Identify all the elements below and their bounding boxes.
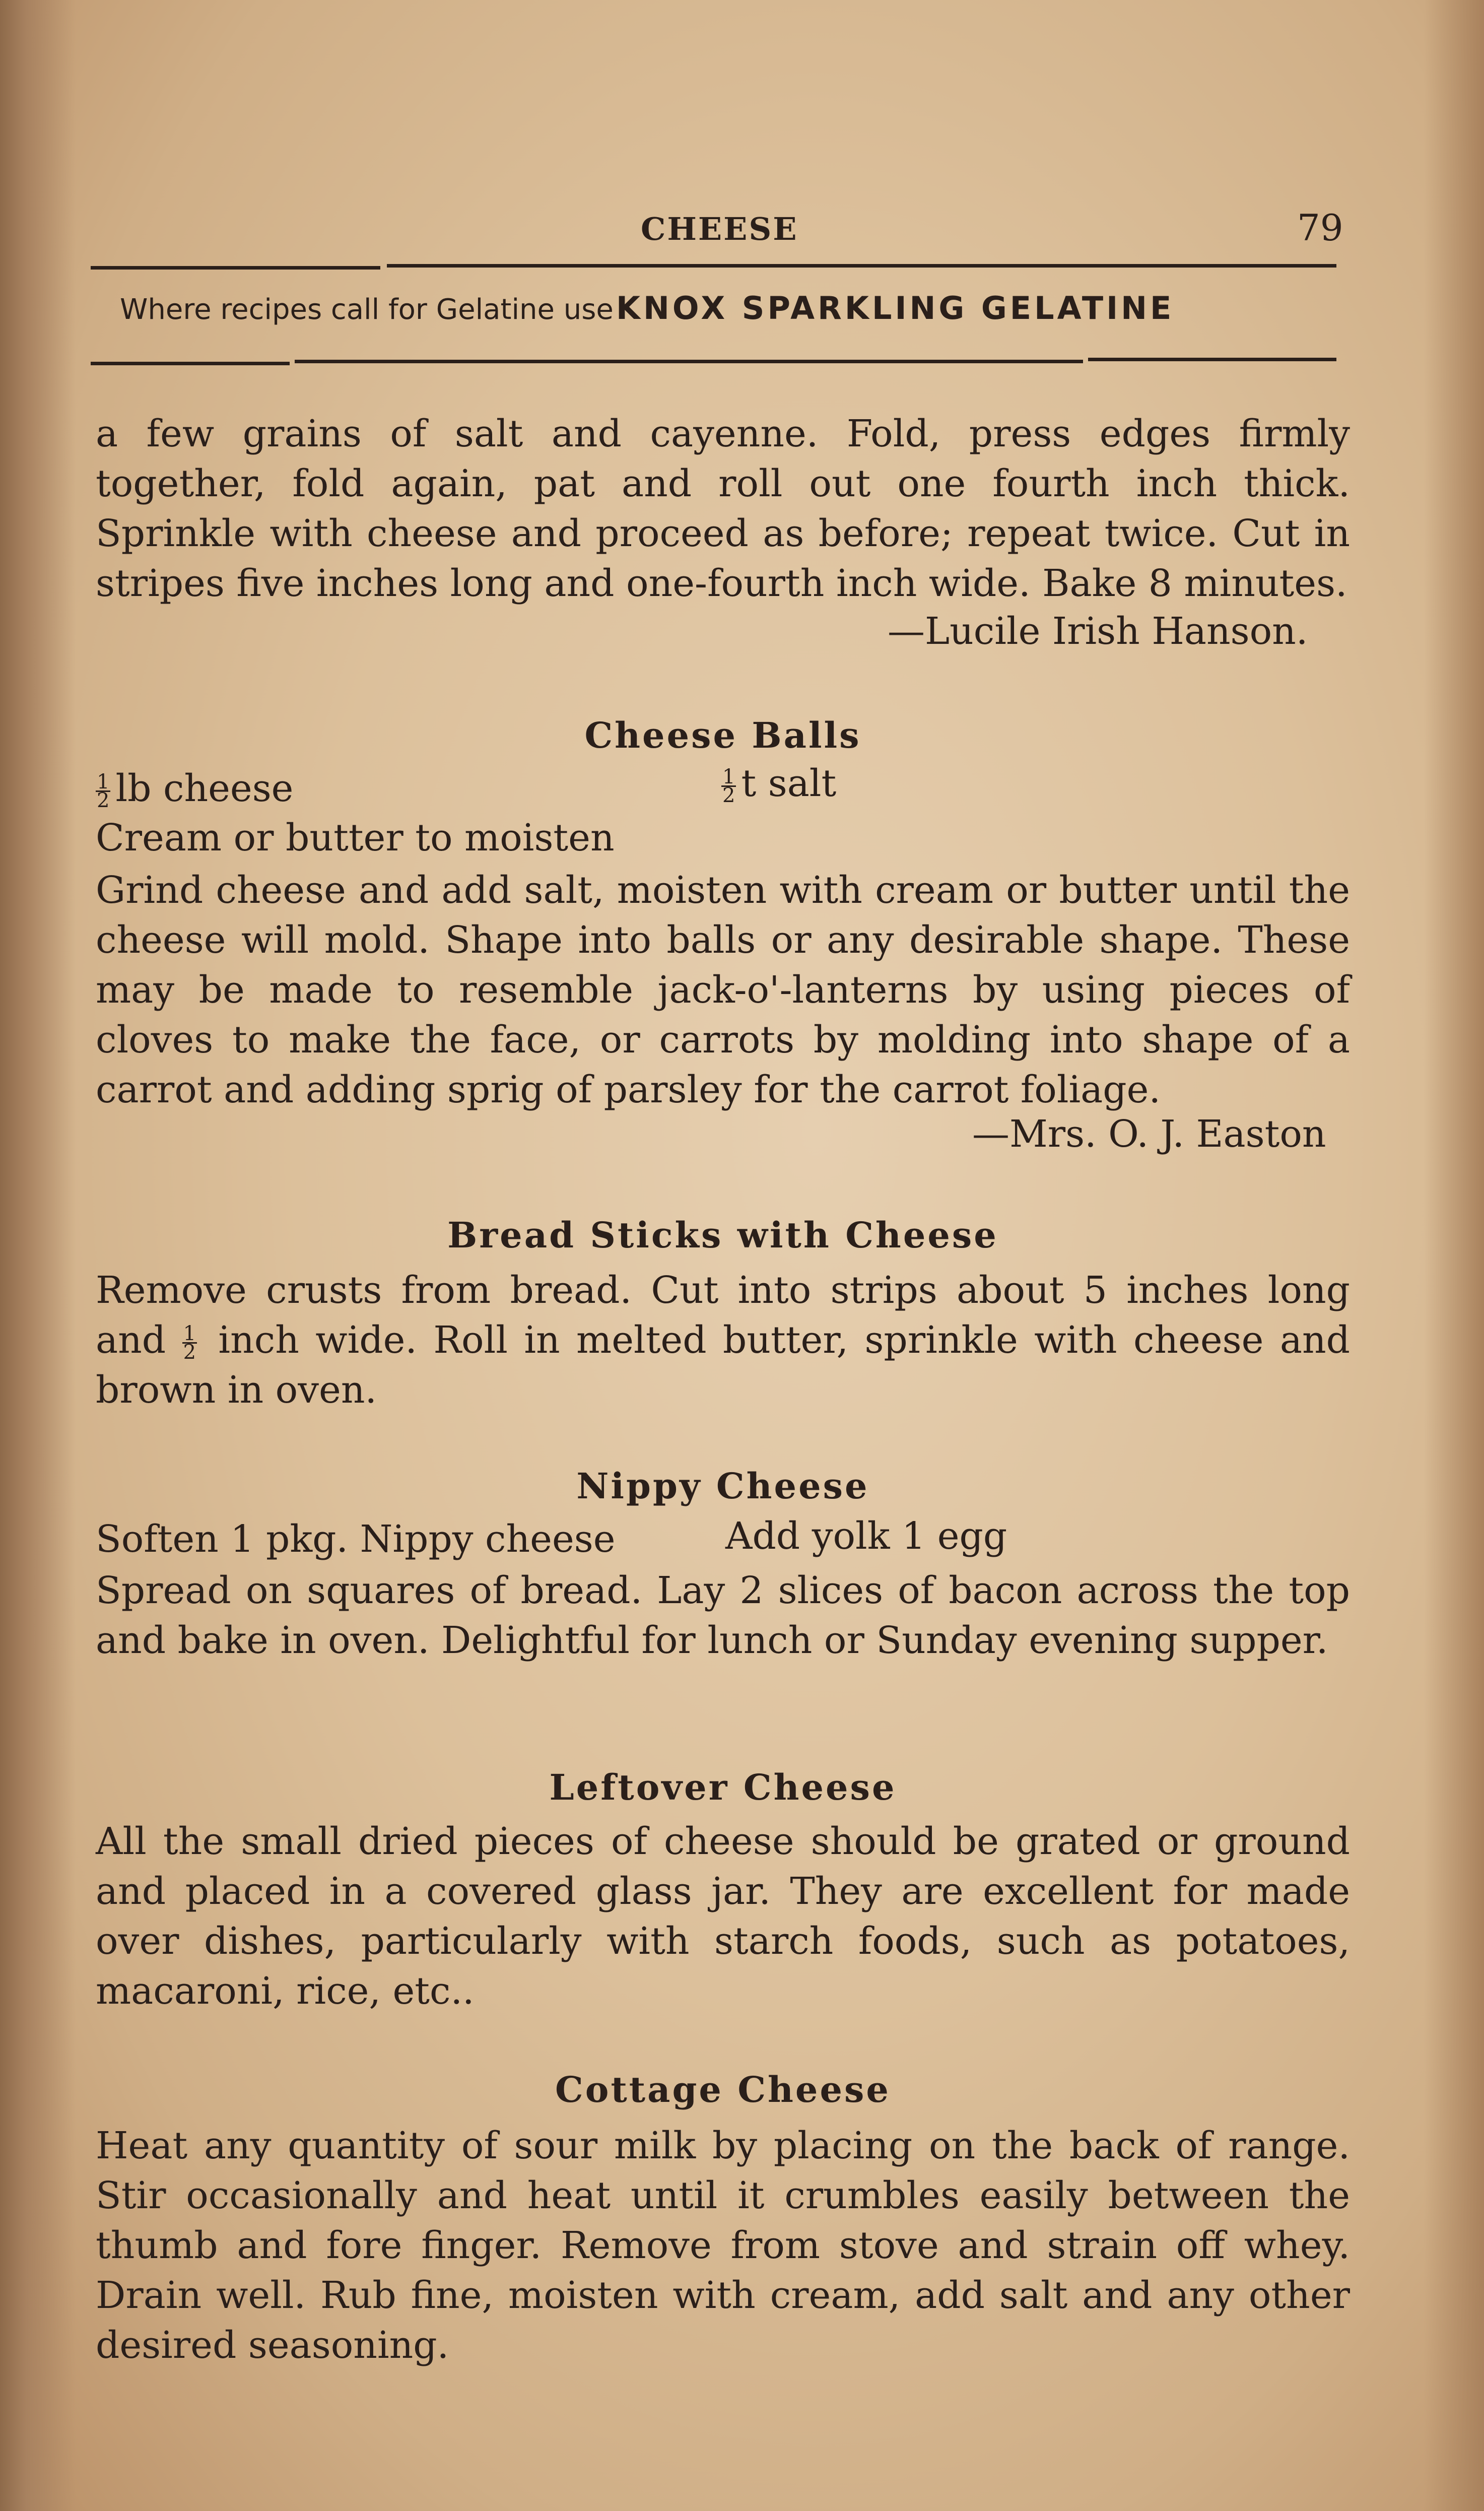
recipe-title-cottage-cheese: Cottage Cheese — [555, 2069, 891, 2110]
cheese-balls-directions: Grind cheese and add salt, moisten with cream or butter until the cheese will mold. Shape into balls or any desirable shape. These may be made to resemble jack-o'-lanterns by using pieces of cloves to make the face, or carrots by molding into shape of a carrot and adding sprig of parsley for the carrot foliage. — [96, 869, 1350, 1111]
page-number: 79 — [1297, 207, 1343, 249]
recipe-title-leftover-cheese: Leftover Cheese — [549, 1766, 897, 1808]
fraction-half: $\frac{1}{2}$ — [97, 770, 110, 813]
bread-sticks-directions: Remove crusts from bread. Cut into strips about 5 inches long and $\frac{1}{2}$ inch wide. Roll in melted butter, sprinkle with cheese and brown in oven. — [96, 1269, 1350, 1412]
nippy-cheese-directions: Spread on squares of bread. Lay 2 slices of bacon across the top and bake in oven. Delightful for lunch or Sunday evening supper. — [96, 1569, 1350, 1662]
running-title: CHEESE — [641, 211, 798, 247]
leftover-cheese-directions: All the small dried pieces of cheese should be grated or ground and placed in a covered glass jar. They are excellent for made over dishes, particularly with starch foods, such as potatoes, macaroni, rice, etc.. — [96, 1820, 1350, 2013]
ingredient-nippy-cheese: Soften 1 pkg. Nippy cheese — [96, 1517, 616, 1561]
continuation-text: a few grains of salt and cayenne. Fold, press edges firmly together, fold again, pat and roll out one fourth inch thick. Sprinkle with cheese and proceed as before; repeat twice. Cut in stripes five inches long and one-fourth inch wide. Bake 8 minutes. — [96, 412, 1350, 605]
banner-brand-text: KNOX SPARKLING GELATINE — [616, 290, 1175, 326]
header-rule-bottom-right — [1088, 358, 1336, 361]
recipe-title-bread-sticks: Bread Sticks with Cheese — [447, 1214, 998, 1256]
ingredient-cheese: $\frac{1}{2}$ lb cheese — [97, 767, 294, 813]
header-rule-bottom-left — [91, 362, 290, 365]
recipe-title-nippy-cheese: Nippy Cheese — [576, 1465, 869, 1507]
cottage-cheese-directions: Heat any quantity of sour milk by placing on the back of range. Stir occasionally and heat until it crumbles easily between the thumb and fore finger. Remove from stove and strain off whey. Drain well. Rub fine, moisten with cream, add salt and any other desired seasoning. — [96, 2124, 1350, 2367]
ingredient-egg-yolk: Add yolk 1 egg — [725, 1514, 1007, 1558]
banner-lead-text: Where recipes call for Gelatine use — [120, 293, 614, 326]
header-rule-bottom-middle — [295, 360, 1083, 363]
fraction-half: $\frac{1}{2}$ — [722, 765, 735, 808]
ingredient-cream-or-butter: Cream or butter to moisten — [96, 816, 615, 860]
cheese-balls-attribution: —Mrs. O. J. Easton — [972, 1112, 1326, 1156]
gelatine-banner — [120, 290, 1344, 326]
ingredient-salt: $\frac{1}{2}$ t salt — [722, 762, 837, 808]
continuation-attribution: —Lucile Irish Hanson. — [888, 610, 1308, 653]
fraction-half: $\frac{1}{2}$ — [183, 1322, 196, 1364]
header-rule-top-right — [387, 264, 1336, 268]
recipe-title-cheese-balls: Cheese Balls — [584, 714, 861, 756]
header-rule-top-left — [91, 266, 380, 270]
